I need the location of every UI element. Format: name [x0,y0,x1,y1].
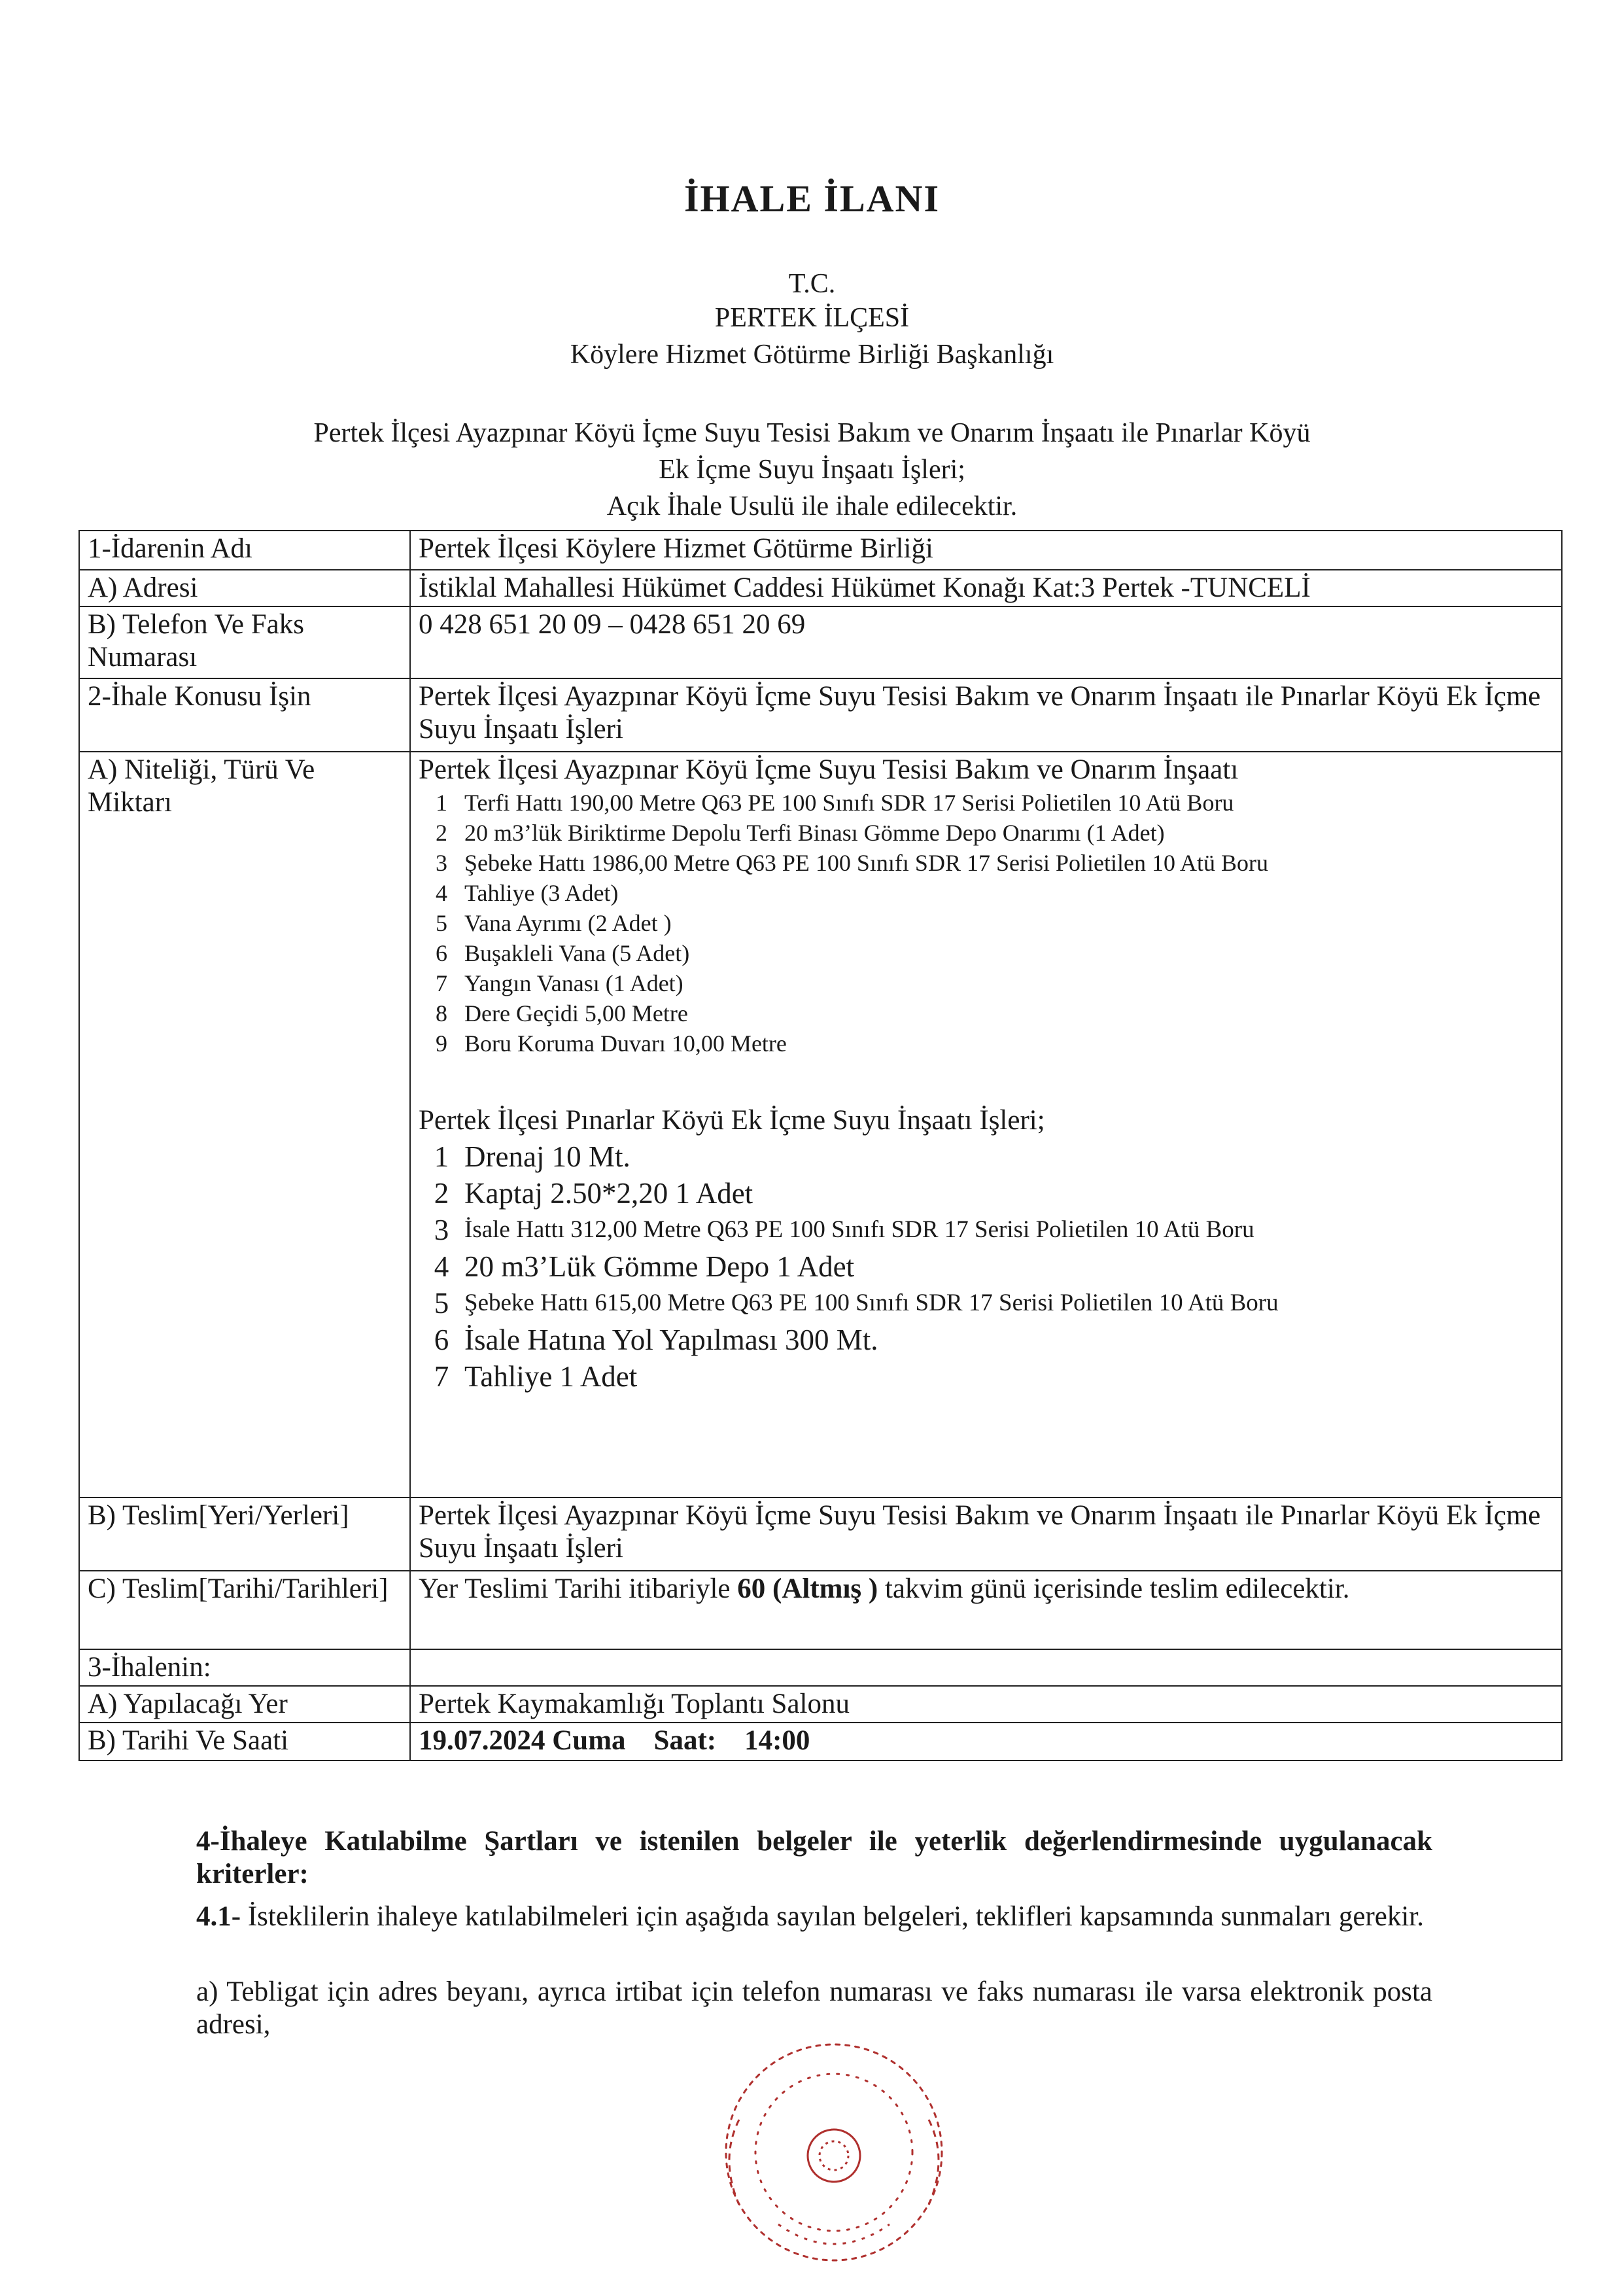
label-phone-fax: B) Telefon Ve Faks Numarası [79,606,410,678]
list-item-text: Şebeke Hattı 1986,00 Metre Q63 PE 100 Sınıfı SDR 17 Serisi Polietilen 10 Atü Boru [464,850,1268,876]
list-item-number: 3 [434,1214,449,1246]
group-2-title: Pertek İlçesi Pınarlar Köyü Ek İçme Suyu İnşaatı İşleri; [419,1105,1045,1136]
list-item [419,1248,1553,1285]
list-item [419,998,1553,1028]
delivery-days: 60 [737,1573,766,1604]
label-tender-date: B) Tarihi Ve Saati [79,1723,410,1761]
table-row [79,531,1562,570]
list-item-text: Tahliye (3 Adet) [464,880,619,906]
table-row [79,1649,1562,1686]
label-tender-place: A) Yapılacağı Yer [79,1686,410,1723]
list-item-number: 6 [436,940,447,966]
list-item-number: 2 [436,820,447,846]
list-item-text: İsale Hatına Yol Yapılması 300 Mt. [464,1323,878,1356]
value-tender-date: 19.07.2024 Cuma Saat: 14:00 [410,1723,1562,1761]
value-tender-section [410,1649,1562,1686]
list-item [419,818,1553,848]
value-delivery-place: Pertek İlçesi Ayazpınar Köyü İçme Suyu Tesisi Bakım ve Onarım İnşaatı ile Pınarlar Köyü Ek İçme Suyu İnşaatı İşleri [410,1498,1562,1571]
delivery-post: takvim günü içerisinde teslim edilecektir. [878,1573,1350,1604]
list-item-number: 5 [436,910,447,936]
value-phone-fax: 0 428 651 20 09 – 0428 651 20 69 [410,606,1562,678]
document-title: İHALE İLANI [683,177,941,220]
conditions-p1-number: 4.1- [196,1901,241,1932]
conditions-paragraph-2: a) Tebligat için adres beyanı, ayrıca irtibat için telefon numarası ve faks numarası ile varsa elektronik posta adresi, [196,1976,1432,2040]
list-item [419,938,1553,968]
label-delivery-date: C) Teslim[Tarihi/Tarihleri] [79,1571,410,1649]
group-2-items [419,1138,1553,1395]
label-subject: 2-İhale Konusu İşin [79,678,410,752]
conditions-heading: 4-İhaleye Katılabilme Şartları ve istenilen belgeler ile yeterlik değerlendirmesinde uygulanacak kriterler: [196,1826,1432,1889]
list-item [419,968,1553,998]
list-item-number: 3 [436,850,447,876]
list-item [419,848,1553,878]
table-row [79,752,1562,1498]
header-authority: Köylere Hizmet Götürme Birliği Başkanlığı [570,340,1054,370]
list-item-text: Vana Ayrımı (2 Adet ) [464,910,672,936]
list-item-text: Dere Geçidi 5,00 Metre [464,1000,688,1026]
list-item-text: Boru Koruma Duvarı 10,00 Metre [464,1030,787,1057]
table-row [79,1571,1562,1649]
list-item-text: Kaptaj 2.50*2,20 1 Adet [464,1177,753,1210]
list-item-number: 1 [436,790,447,816]
list-item-text: Tahliye 1 Adet [464,1360,638,1393]
header-district: PERTEK İLÇESİ [714,303,910,333]
conditions-p1-text: İsteklilerin ihaleye katılabilmeleri için aşağıda sayılan belgeleri, teklifleri kapsamında sunmaları gerekir. [241,1901,1424,1932]
list-item [419,1175,1553,1212]
list-item [419,878,1553,908]
label-nature-type-quantity: A) Niteliği, Türü Ve Miktarı [79,752,410,1498]
group-1-title: Pertek İlçesi Ayazpınar Köyü İçme Suyu Tesisi Bakım ve Onarım İnşaatı [419,754,1239,785]
delivery-days-word: (Altmış ) [772,1573,878,1604]
value-address: İstiklal Mahallesi Hükümet Caddesi Hükümet Konağı Kat:3 Pertek -TUNCELİ [410,570,1562,606]
table-row [79,1723,1562,1761]
group-1-items [419,788,1553,1059]
list-item-number: 1 [434,1140,449,1173]
list-item-text: Şebeke Hattı 615,00 Metre Q63 PE 100 Sınıfı SDR 17 Serisi Polietilen 10 Atü Boru [464,1289,1279,1316]
list-item [419,1285,1553,1322]
value-nature-type-quantity [410,752,1562,1498]
table-row [79,1686,1562,1723]
list-item-number: 7 [434,1360,449,1393]
list-item-text: 20 m3’lük Biriktirme Depolu Terfi Binası Gömme Depo Onarımı (1 Adet) [464,820,1165,846]
list-item-number: 7 [436,970,447,996]
label-tender-section: 3-İhalenin: [79,1649,410,1686]
label-admin-name: 1-İdarenin Adı [79,531,410,570]
official-seal-stamp [680,2008,988,2283]
list-item [419,1212,1553,1248]
subject-line-1: Pertek İlçesi Ayazpınar Köyü İçme Suyu Tesisi Bakım ve Onarım İnşaatı ile Pınarlar Köyü [313,418,1311,448]
value-tender-place: Pertek Kaymakamlığı Toplantı Salonu [410,1686,1562,1723]
table-row [79,1498,1562,1571]
list-item-number: 6 [434,1323,449,1356]
list-item-text: Drenaj 10 Mt. [464,1140,631,1173]
list-item [419,908,1553,938]
list-item-text: Yangın Vanası (1 Adet) [464,970,683,996]
header-tc: T.C. [788,269,836,299]
conditions-paragraph-1 [196,1901,1432,1933]
list-item-text: İsale Hattı 312,00 Metre Q63 PE 100 Sınıfı SDR 17 Serisi Polietilen 10 Atü Boru [464,1216,1254,1243]
list-item [419,1358,1553,1395]
tender-info-table [78,530,1563,1761]
list-item-number: 4 [434,1250,449,1283]
list-item-text: Buşakleli Vana (5 Adet) [464,940,690,966]
subject-line-3: Açık İhale Usulü ile ihale edilecektir. [606,491,1018,521]
value-admin-name: Pertek İlçesi Köylere Hizmet Götürme Birliği [410,531,1562,570]
list-item-number: 2 [434,1177,449,1210]
list-item [419,1322,1553,1358]
value-delivery-date [410,1571,1562,1649]
list-item-number: 5 [434,1287,449,1320]
list-item-number: 4 [436,880,447,906]
label-address: A) Adresi [79,570,410,606]
table-row [79,678,1562,752]
list-item-number: 8 [436,1000,447,1026]
table-row [79,606,1562,678]
subject-line-2: Ek İçme Suyu İnşaatı İşleri; [659,455,965,485]
value-subject: Pertek İlçesi Ayazpınar Köyü İçme Suyu Tesisi Bakım ve Onarım İnşaatı ile Pınarlar Köyü Ek İçme Suyu İnşaatı İşleri [410,678,1562,752]
list-item-number: 9 [436,1030,447,1057]
delivery-pre: Yer Teslimi Tarihi itibariyle [419,1573,738,1604]
list-item [419,1028,1553,1059]
list-item-text: Terfi Hattı 190,00 Metre Q63 PE 100 Sınıfı SDR 17 Serisi Polietilen 10 Atü Boru [464,790,1234,816]
list-item-text: 20 m3’Lük Gömme Depo 1 Adet [464,1250,855,1283]
table-row [79,570,1562,606]
label-delivery-place: B) Teslim[Yeri/Yerleri] [79,1498,410,1571]
list-item [419,1138,1553,1175]
list-item [419,788,1553,818]
